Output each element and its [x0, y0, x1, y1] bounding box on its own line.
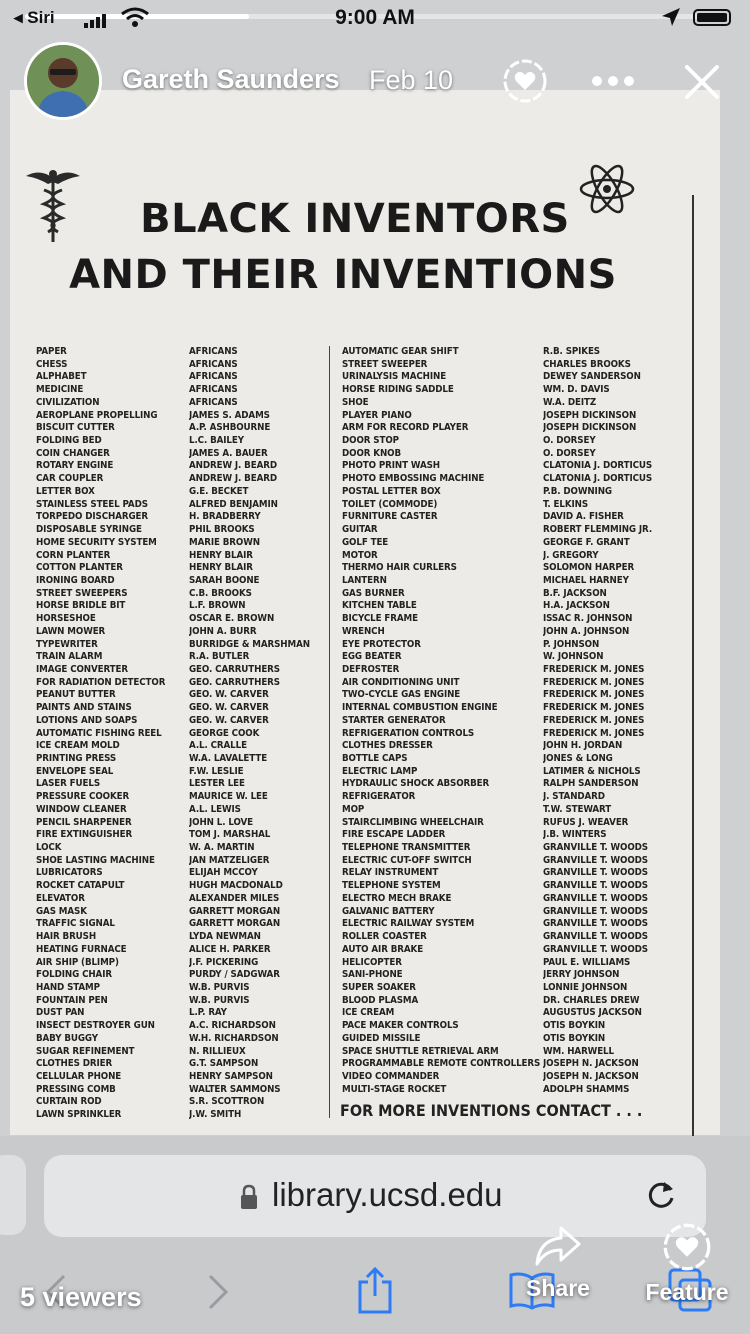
col1-entry: PEANUT BUTTER	[36, 689, 116, 701]
col1-entry: AUTOMATIC FISHING REEL	[36, 727, 162, 739]
col3-entry: WRENCH	[342, 625, 385, 637]
col4-entry: AUGUSTUS JACKSON	[543, 1007, 642, 1019]
col1-entry: IRONING BOARD	[36, 574, 115, 586]
col3-entry: DOOR STOP	[342, 435, 399, 447]
col3-entry: GUIDED MISSILE	[342, 1032, 421, 1044]
col4-entry: DEWEY SANDERSON	[543, 371, 641, 383]
col3-entry: DEFROSTER	[342, 663, 400, 675]
story-feature-button[interactable]	[632, 1222, 742, 1306]
col3-entry: LANTERN	[342, 574, 387, 586]
col3-entry: REFRIGERATION CONTROLS	[342, 727, 475, 739]
col2-entry: WALTER SAMMONS	[189, 1083, 281, 1095]
col1-entry: TORPEDO DISCHARGER	[36, 511, 149, 523]
col2-entry: BURRIDGE & MARSHMAN	[189, 638, 310, 650]
col1-entry: PAPER	[36, 346, 67, 357]
col3-entry: MOTOR	[342, 549, 378, 561]
story-username[interactable]: Gareth Saunders	[122, 64, 340, 94]
col3-entry: TELEPHONE TRANSMITTER	[342, 842, 471, 854]
col1-entry: DISPOSABLE SYRINGE	[36, 524, 142, 536]
col1-entry: BABY BUGGY	[36, 1032, 98, 1044]
col3-entry: RELAY INSTRUMENT	[342, 867, 439, 879]
col4-entry: PAUL E. WILLIAMS	[543, 956, 631, 968]
col1-entry: HAIR BRUSH	[36, 931, 97, 943]
col1-entry: FOR RADIATION DETECTOR	[36, 676, 166, 688]
col2-entry: C.B. BROOKS	[189, 587, 252, 599]
col2-entry: JAMES A. BAUER	[189, 447, 268, 459]
col2-entry: GARRETT MORGAN	[189, 905, 281, 917]
col4-entry: ROBERT FLEMMING JR.	[543, 524, 653, 536]
close-icon[interactable]	[684, 64, 720, 100]
col1-entry: LOCK	[36, 842, 62, 854]
col2-entry: JAMES S. ADAMS	[189, 409, 270, 421]
back-to-siri[interactable]: ◂ Siri	[14, 8, 55, 27]
col2-entry: W.A. LAVALETTE	[189, 753, 268, 764]
col1-entry: CURTAIN ROD	[36, 1096, 102, 1108]
col1-entry: PAINTS AND STAINS	[36, 702, 132, 714]
col2-entry: GEORGE COOK	[189, 727, 260, 739]
col1-entry: TYPEWRITER	[36, 638, 98, 650]
col2-entry: MARIE BROWN	[189, 536, 260, 548]
col4-entry: SOLOMON HARPER	[543, 562, 635, 574]
col2-entry: HENRY SAMPSON	[189, 1070, 273, 1082]
col1-entry: STREET SWEEPERS	[36, 587, 128, 599]
col3-entry: POSTAL LETTER BOX	[342, 485, 441, 497]
col3-entry: GALVANIC BATTERY	[342, 905, 435, 917]
col3-entry: BOTTLE CAPS	[342, 753, 408, 764]
col1-entry: ICE CREAM MOLD	[36, 740, 120, 752]
col3-entry: AIR CONDITIONING UNIT	[342, 676, 460, 688]
col3-entry: REFRIGERATOR	[342, 791, 416, 803]
col4-entry: GRANVILLE T. WOODS	[543, 867, 648, 879]
inventions-column-1	[36, 346, 165, 1122]
column-divider	[329, 346, 330, 1118]
story-date: Feb 10	[369, 65, 454, 95]
col1-entry: ENVELOPE SEAL	[36, 765, 114, 777]
col2-entry: AFRICANS	[189, 358, 238, 370]
col4-entry: GRANVILLE T. WOODS	[543, 842, 648, 854]
page-border	[692, 195, 694, 1140]
col4-entry: FREDERICK M. JONES	[543, 727, 645, 739]
col2-entry: AFRICANS	[189, 346, 238, 357]
col1-entry: FIRE EXTINGUISHER	[36, 829, 133, 841]
col1-entry: ROTARY ENGINE	[36, 460, 114, 472]
col3-entry: EYE PROTECTOR	[342, 638, 421, 650]
col4-entry: JERRY JOHNSON	[543, 969, 620, 981]
inventors-column-2	[543, 346, 652, 1096]
col1-entry: COIN CHANGER	[36, 447, 110, 459]
col1-entry: AIR SHIP (BLIMP)	[36, 956, 119, 968]
col3-entry: ELECTRIC LAMP	[342, 765, 418, 777]
col3-entry: ICE CREAM	[342, 1007, 395, 1019]
col3-entry: ELECTRIC CUT-OFF SWITCH	[342, 854, 472, 866]
col3-entry: BICYCLE FRAME	[342, 613, 418, 625]
col3-entry: STARTER GENERATOR	[342, 714, 446, 726]
col2-entry: W.B. PURVIS	[189, 981, 250, 993]
col2-entry: HUGH MACDONALD	[189, 880, 283, 892]
col2-entry: N. RILLIEUX	[189, 1045, 246, 1057]
col2-entry: GEO. W. CARVER	[189, 689, 269, 701]
col1-entry: SUGAR REFINEMENT	[36, 1045, 135, 1057]
col2-entry: L.F. BROWN	[189, 600, 246, 612]
col1-entry: HAND STAMP	[36, 981, 100, 993]
col4-entry: JOHN A. JOHNSON	[543, 625, 630, 637]
col2-entry: G.T. SAMPSON	[189, 1058, 259, 1070]
col3-entry: SUPER SOAKER	[342, 981, 416, 993]
col4-entry: J.B. WINTERS	[543, 829, 607, 841]
col4-entry: GRANVILLE T. WOODS	[543, 918, 648, 930]
col4-entry: LONNIE JOHNSON	[543, 981, 628, 993]
col2-entry: ELIJAH MCCOY	[189, 867, 258, 879]
col3-entry: ARM FOR RECORD PLAYER	[342, 422, 469, 434]
col4-entry: GEORGE F. GRANT	[543, 536, 630, 548]
share-label: Share	[526, 1275, 590, 1301]
col2-entry: JAN MATZELIGER	[189, 854, 270, 866]
share-arrow-icon	[533, 1224, 583, 1266]
col3-entry: SPACE SHUTTLE RETRIEVAL ARM	[342, 1045, 499, 1057]
col3-entry: URINALYSIS MACHINE	[342, 371, 447, 383]
col1-entry: LASER FUELS	[36, 778, 100, 790]
col4-entry: JOSEPH N. JACKSON	[543, 1058, 639, 1070]
col4-entry: W.A. DEITZ	[543, 396, 597, 408]
col1-entry: LAWN MOWER	[36, 625, 106, 637]
col2-entry: J.W. SMITH	[189, 1109, 242, 1121]
col3-entry: DOOR KNOB	[342, 447, 401, 459]
col3-entry: PACE MAKER CONTROLS	[342, 1020, 459, 1032]
col3-entry: AUTO AIR BRAKE	[342, 943, 424, 955]
col4-entry: JOSEPH N. JACKSON	[543, 1070, 639, 1082]
col1-entry: ROCKET CATAPULT	[36, 880, 125, 892]
col3-entry: INTERNAL COMBUSTION ENGINE	[342, 702, 498, 714]
col3-entry: ROLLER COASTER	[342, 931, 427, 943]
col1-entry: BISCUIT CUTTER	[36, 422, 115, 434]
col2-entry: HENRY BLAIR	[189, 549, 253, 561]
col4-entry: H.A. JACKSON	[543, 600, 610, 612]
col1-entry: IMAGE CONVERTER	[36, 663, 128, 675]
col1-entry: FOLDING CHAIR	[36, 969, 112, 981]
col4-entry: FREDERICK M. JONES	[543, 676, 645, 688]
col1-entry: FOLDING BED	[36, 435, 102, 447]
avatar[interactable]	[24, 42, 102, 120]
col2-entry: AFRICANS	[189, 371, 238, 383]
col1-entry: ELEVATOR	[36, 892, 85, 904]
col1-entry: STAINLESS STEEL PADS	[36, 498, 148, 510]
col4-entry: GRANVILLE T. WOODS	[543, 854, 648, 866]
col4-entry: WM. D. DAVIS	[543, 384, 610, 396]
col2-entry: ANDREW J. BEARD	[189, 473, 277, 485]
viewers-count[interactable]: 5 viewers	[20, 1282, 142, 1312]
col2-entry: LESTER LEE	[189, 778, 245, 790]
favorite-heart-icon[interactable]	[502, 58, 548, 104]
col4-entry: CLATONIA J. DORTICUS	[543, 460, 653, 472]
col4-entry: JOSEPH DICKINSON	[543, 409, 637, 421]
col4-entry: JOHN H. JORDAN	[543, 740, 623, 752]
share-sheet-icon[interactable]	[356, 1266, 394, 1314]
col2-entry: W.B. PURVIS	[189, 994, 250, 1006]
col1-entry: ALPHABET	[36, 371, 87, 383]
col2-entry: L.P. RAY	[189, 1007, 227, 1019]
inventions-column-2	[342, 346, 540, 1096]
col3-entry: FIRE ESCAPE LADDER	[342, 829, 446, 841]
col3-entry: HELICOPTER	[342, 956, 402, 968]
col4-entry: GRANVILLE T. WOODS	[543, 880, 648, 892]
col4-entry: P.B. DOWNING	[543, 485, 612, 497]
col2-entry: H. BRADBERRY	[189, 511, 261, 523]
col4-entry: FREDERICK M. JONES	[543, 702, 645, 714]
col4-entry: T. ELKINS	[543, 498, 588, 510]
col4-entry: MICHAEL HARNEY	[543, 574, 629, 586]
col1-entry: CIVILIZATION	[36, 396, 100, 408]
col2-entry: JOHN L. LOVE	[189, 816, 254, 828]
location-arrow-icon	[660, 6, 682, 28]
col2-entry: GEO. CARRUTHERS	[189, 676, 280, 688]
col2-entry: TOM J. MARSHAL	[189, 829, 271, 841]
col2-entry: SARAH BOONE	[189, 574, 260, 586]
col3-entry: KITCHEN TABLE	[342, 600, 417, 612]
col4-entry: J. GREGORY	[543, 549, 599, 561]
col1-entry: CLOTHES DRIER	[36, 1058, 113, 1070]
col4-entry: FREDERICK M. JONES	[543, 663, 645, 675]
col1-entry: CELLULAR PHONE	[36, 1070, 122, 1082]
col4-entry: FREDERICK M. JONES	[543, 714, 645, 726]
col4-entry: DAVID A. FISHER	[543, 511, 624, 523]
col2-entry: W. A. MARTIN	[189, 842, 255, 854]
col1-entry: CAR COUPLER	[36, 473, 104, 485]
col3-entry: AUTOMATIC GEAR SHIFT	[342, 346, 459, 357]
previous-tab-edge[interactable]	[0, 1155, 26, 1235]
col1-entry: LOTIONS AND SOAPS	[36, 714, 138, 726]
col2-entry: PURDY / SADGWAR	[189, 969, 280, 981]
col4-entry: B.F. JACKSON	[543, 587, 607, 599]
col1-entry: CHESS	[36, 358, 68, 370]
col3-entry: HORSE RIDING SADDLE	[342, 384, 454, 396]
battery-icon	[693, 9, 731, 26]
col4-entry: GRANVILLE T. WOODS	[543, 892, 648, 904]
col2-entry: S.R. SCOTTRON	[189, 1096, 265, 1108]
col3-entry: THERMO HAIR CURLERS	[342, 562, 457, 574]
feature-heart-icon	[662, 1222, 712, 1272]
col4-entry: J. STANDARD	[543, 791, 605, 803]
address-url[interactable]: library.ucsd.edu	[272, 1176, 503, 1213]
col4-entry: OTIS BOYKIN	[543, 1020, 606, 1032]
col1-entry: HORSESHOE	[36, 613, 96, 625]
col1-entry: LETTER BOX	[36, 485, 95, 497]
col2-entry: JOHN A. BURR	[189, 625, 257, 637]
story-share-button[interactable]	[518, 1224, 598, 1302]
document-title-line1: BLACK INVENTORS	[140, 196, 570, 242]
col1-entry: HEATING FURNACE	[36, 943, 127, 955]
col4-entry: W. JOHNSON	[543, 651, 604, 663]
col1-entry: PRINTING PRESS	[36, 753, 117, 764]
col4-entry: JOSEPH DICKINSON	[543, 422, 637, 434]
col1-entry: INSECT DESTROYER GUN	[36, 1020, 155, 1032]
col4-entry: T.W. STEWART	[543, 803, 612, 815]
col4-entry: O. DORSEY	[543, 447, 596, 459]
col2-entry: OSCAR E. BROWN	[189, 613, 275, 625]
col4-entry: LATIMER & NICHOLS	[543, 765, 641, 777]
col4-entry: P. JOHNSON	[543, 638, 600, 650]
col3-entry: GOLF TEE	[342, 536, 389, 548]
col3-entry: TOILET (COMMODE)	[342, 498, 438, 510]
col2-entry: MAURICE W. LEE	[189, 791, 268, 803]
col4-entry: OTIS BOYKIN	[543, 1032, 606, 1044]
col3-entry: TELEPHONE SYSTEM	[342, 880, 441, 892]
inventors-column-1	[189, 346, 310, 1122]
col2-entry: AFRICANS	[189, 396, 238, 408]
col2-entry: ALICE H. PARKER	[189, 943, 271, 955]
col3-entry: ELECTRIC RAILWAY SYSTEM	[342, 918, 475, 930]
col1-entry: HOME SECURITY SYSTEM	[36, 536, 157, 548]
col3-entry: VIDEO COMMANDER	[342, 1070, 440, 1082]
col4-entry: ADOLPH SHAMMS	[543, 1083, 630, 1095]
clock: 9:00 AM	[335, 6, 415, 29]
col1-entry: CORN PLANTER	[36, 549, 111, 561]
col3-entry: SHOE	[342, 396, 369, 408]
col2-entry: L.C. BAILEY	[189, 435, 244, 447]
col2-entry: GEO. W. CARVER	[189, 702, 269, 714]
col1-entry: GAS MASK	[36, 905, 87, 917]
status-bar	[0, 0, 750, 40]
col1-entry: TRAFFIC SIGNAL	[36, 918, 115, 930]
col2-entry: A.C. RICHARDSON	[189, 1020, 276, 1032]
col4-entry: CHARLES BROOKS	[543, 358, 631, 370]
col4-entry: GRANVILLE T. WOODS	[543, 943, 648, 955]
reload-icon[interactable]	[644, 1178, 678, 1212]
col1-entry: FOUNTAIN PEN	[36, 994, 108, 1006]
col2-entry: HENRY BLAIR	[189, 562, 253, 574]
col3-entry: HYDRAULIC SHOCK ABSORBER	[342, 778, 490, 790]
col1-entry: AEROPLANE PROPELLING	[36, 409, 158, 421]
col3-entry: TWO-CYCLE GAS ENGINE	[342, 689, 461, 701]
col4-entry: GRANVILLE T. WOODS	[543, 931, 648, 943]
col4-entry: JONES & LONG	[543, 753, 613, 764]
col3-entry: MULTI-STAGE ROCKET	[342, 1083, 447, 1095]
col2-entry: GEO. W. CARVER	[189, 714, 269, 726]
col2-entry: A.L. LEWIS	[189, 803, 241, 815]
col4-entry: DR. CHARLES DREW	[543, 994, 640, 1006]
col4-entry: FREDERICK M. JONES	[543, 689, 645, 701]
col3-entry: GAS BURNER	[342, 587, 405, 599]
col4-entry: ISSAC R. JOHNSON	[543, 613, 633, 625]
col2-entry: AFRICANS	[189, 384, 238, 396]
col1-entry: PRESSING COMB	[36, 1083, 116, 1095]
col2-entry: ALEXANDER MILES	[189, 892, 280, 904]
col3-entry: BLOOD PLASMA	[342, 994, 419, 1006]
col3-entry: CLOTHES DRESSER	[342, 740, 433, 752]
col1-entry: PRESSURE COOKER	[36, 791, 130, 803]
col2-entry: A.L. CRALLE	[189, 740, 247, 752]
forward-arrow-icon[interactable]	[206, 1274, 230, 1310]
col1-entry: LAWN SPRINKLER	[36, 1109, 122, 1121]
col3-entry: MOP	[342, 803, 365, 815]
col3-entry: STAIRCLIMBING WHEELCHAIR	[342, 816, 484, 828]
col2-entry: R.A. BUTLER	[189, 651, 250, 663]
col1-entry: COTTON PLANTER	[36, 562, 123, 574]
col1-entry: PENCIL SHARPENER	[36, 816, 132, 828]
col3-entry: EGG BEATER	[342, 651, 402, 663]
col1-entry: MEDICINE	[36, 384, 84, 396]
contact-line: FOR MORE INVENTIONS CONTACT . . .	[340, 1101, 643, 1120]
col1-entry: LUBRICATORS	[36, 867, 103, 879]
col2-entry: J.F. PICKERING	[189, 956, 259, 968]
col4-entry: RUFUS J. WEAVER	[543, 816, 629, 828]
col3-entry: PHOTO EMBOSSING MACHINE	[342, 473, 485, 485]
col4-entry: CLATONIA J. DORTICUS	[543, 473, 653, 485]
col1-entry: HORSE BRIDLE BIT	[36, 600, 126, 612]
col2-entry: ANDREW J. BEARD	[189, 460, 277, 472]
col1-entry: WINDOW CLEANER	[36, 803, 127, 815]
col2-entry: GARRETT MORGAN	[189, 918, 281, 930]
col2-entry: W.H. RICHARDSON	[189, 1032, 279, 1044]
col3-entry: FURNITURE CASTER	[342, 511, 438, 523]
col3-entry: PHOTO PRINT WASH	[342, 460, 440, 472]
col3-entry: ELECTRO MECH BRAKE	[342, 892, 452, 904]
col4-entry: GRANVILLE T. WOODS	[543, 905, 648, 917]
lock-icon	[240, 1184, 258, 1210]
col3-entry: PROGRAMMABLE REMOTE CONTROLLERS	[342, 1058, 541, 1070]
col2-entry: F.W. LESLIE	[189, 765, 244, 777]
col1-entry: TRAIN ALARM	[36, 651, 103, 663]
col2-entry: A.P. ASHBOURNE	[189, 422, 271, 434]
col1-entry: SHOE LASTING MACHINE	[36, 854, 155, 866]
col3-entry: STREET SWEEPER	[342, 358, 428, 370]
col4-entry: O. DORSEY	[543, 435, 596, 447]
col3-entry: GUITAR	[342, 524, 378, 536]
col4-entry: WM. HARWELL	[543, 1045, 614, 1057]
col3-entry: PLAYER PIANO	[342, 409, 412, 421]
col4-entry: RALPH SANDERSON	[543, 778, 639, 790]
more-icon[interactable]	[590, 68, 636, 94]
col2-entry: G.E. BECKET	[189, 485, 249, 497]
col4-entry: R.B. SPIKES	[543, 346, 600, 357]
col1-entry: DUST PAN	[36, 1007, 85, 1019]
col2-entry: GEO. CARRUTHERS	[189, 663, 280, 675]
col2-entry: LYDA NEWMAN	[189, 931, 261, 943]
col3-entry: SANI-PHONE	[342, 969, 403, 981]
col2-entry: PHIL BROOKS	[189, 524, 255, 536]
feature-label: Feature	[645, 1279, 729, 1305]
document-title-line2: AND THEIR INVENTIONS	[69, 252, 617, 298]
col2-entry: ALFRED BENJAMIN	[189, 498, 278, 510]
